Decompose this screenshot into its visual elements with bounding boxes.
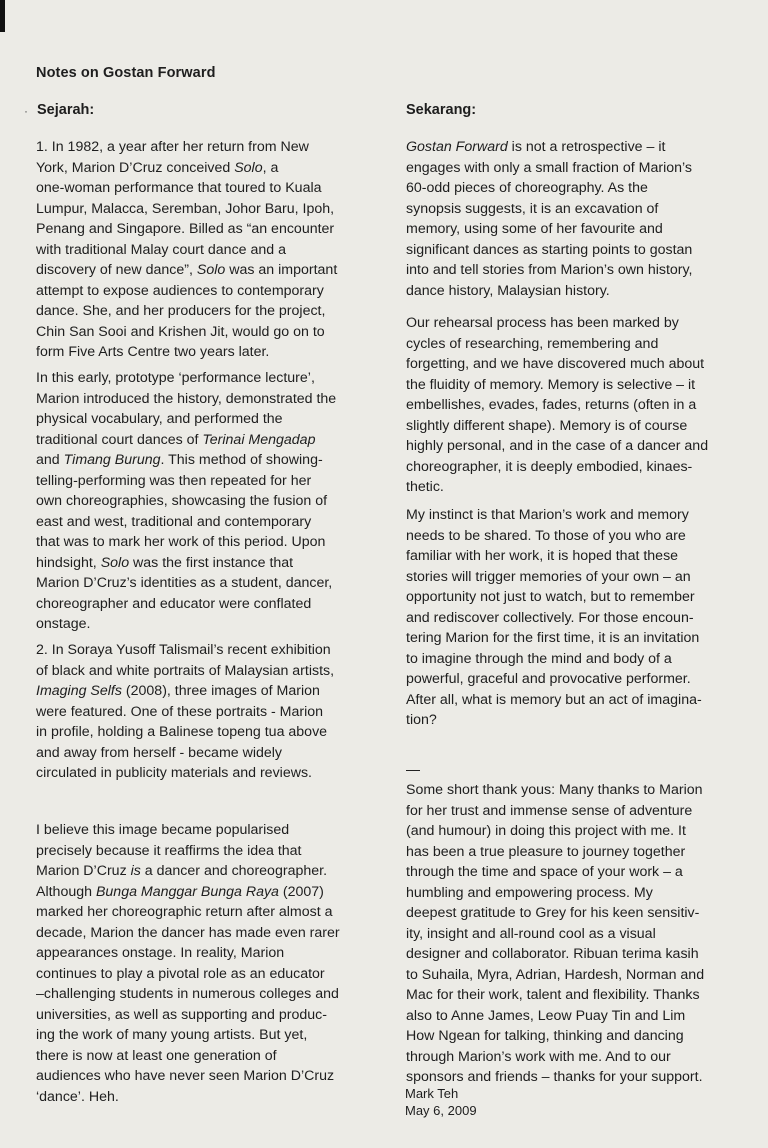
paragraph-line: and Timang Burung. This method of showing-: [36, 452, 323, 468]
paragraph-line: also to Anne James, Leow Puay Tin and Lim: [406, 1007, 686, 1024]
paragraph-line: Although Bunga Manggar Bunga Raya (2007): [36, 883, 324, 900]
paragraph-line: slightly different shape). Memory is of course: [406, 417, 688, 434]
paragraph-line: designer and collaborator. Ribuan terima kasih: [406, 946, 699, 962]
right-paragraph-2: [406, 313, 736, 498]
paragraph-line: Chin San Sooi and Krishen Jit, would go on to: [36, 323, 325, 340]
paragraph-line: highly personal, and in the case of a dancer and: [406, 438, 709, 454]
paragraph-line: memory, using some of her favourite and: [406, 221, 663, 237]
paragraph-line: In this early, prototype ‘performance lecture’,: [36, 370, 315, 386]
right-paragraph-3: [406, 505, 736, 731]
paragraph-line: for her trust and immense sense of adventure: [406, 802, 693, 819]
right-paragraph-4: [406, 780, 736, 1088]
paragraph-line: to Suhaila, Myra, Adrian, Hardesh, Norman and: [406, 966, 705, 983]
section-divider-dash: [406, 760, 736, 771]
left-paragraph-1: [36, 137, 368, 363]
paragraph-line: 1. In 1982, a year after her return from New: [36, 139, 309, 155]
paragraph-line: How Ngean for talking, thinking and dancing: [406, 1028, 684, 1044]
paragraph-line: Mac for their work, talent and flexibility. Thanks: [406, 987, 700, 1003]
paragraph-line: engages with only a small fraction of Marion’s: [406, 159, 692, 176]
paragraph-line: appearances onstage. In reality, Marion: [36, 945, 285, 961]
paragraph-line: onstage.: [36, 616, 91, 632]
paragraph-line: in profile, holding a Balinese topeng tua above: [36, 724, 328, 740]
paragraph-line: Some short thank yous: Many thanks to Marion: [406, 782, 703, 798]
paragraph-line: telling-performing was then repeated for her: [36, 472, 312, 489]
paragraph-line: dance. She, and her producers for the project,: [36, 303, 326, 319]
paragraph-line: thetic.: [406, 479, 444, 495]
left-column-heading: Sejarah:: [37, 102, 95, 118]
paragraph-line: My instinct is that Marion’s work and memory: [406, 507, 689, 523]
signature-date: May 6, 2009: [405, 1103, 477, 1118]
document-title: Notes on Gostan Forward: [36, 65, 216, 81]
paragraph-line: that was to mark her work of this period. Upon: [36, 534, 326, 550]
paragraph-line: circulated in publicity materials and reviews.: [36, 765, 312, 781]
paragraph-line: there is now at least one generation of: [36, 1047, 277, 1064]
paragraph-line: sponsors and friends – thanks for your support.: [406, 1069, 703, 1085]
paragraph-line: cycles of researching, remembering and: [406, 335, 659, 352]
paragraph-line: the fluidity of memory. Memory is selective – it: [406, 376, 696, 393]
paragraph-line: choreographer and educator were conflated: [36, 595, 312, 612]
scan-edge-mark: [0, 0, 5, 32]
paragraph-line: (and humour) in doing this project with me. It: [406, 823, 686, 839]
paragraph-line: were featured. One of these portraits - Marion: [36, 703, 324, 720]
left-paragraph-2: [36, 368, 368, 635]
paragraph-line: hindsight, Solo was the first instance that: [36, 554, 294, 571]
paragraph-line: physical vocabulary, and performed the: [36, 411, 283, 427]
paragraph-line: Imaging Selfs (2008), three images of Marion: [36, 683, 320, 699]
paragraph-line: familiar with her work, it is hoped that these: [406, 548, 679, 564]
paragraph-line: After all, what is memory but an act of imagina-: [406, 691, 702, 708]
left-paragraph-4: [36, 820, 368, 1107]
paragraph-line: York, Marion D’Cruz conceived Solo, a: [36, 159, 279, 176]
paragraph-line: into and tell stories from Marion’s own history,: [406, 262, 693, 278]
signature-name: Mark Teh: [405, 1086, 459, 1101]
paragraph-line: Our rehearsal process has been marked by: [406, 315, 679, 331]
paragraph-line: embellishes, evades, fades, returns (often in a: [406, 397, 697, 413]
paragraph-line: universities, as well as supporting and produc-: [36, 1006, 327, 1023]
paragraph-line: east and west, traditional and contemporary: [36, 513, 312, 530]
paragraph-line: Gostan Forward is not a retrospective – it: [406, 139, 666, 155]
paragraph-line: ing the work of many young artists. But yet,: [36, 1027, 308, 1043]
paragraph-line: attempt to expose audiences to contemporary: [36, 282, 324, 299]
paragraph-line: one-woman performance that toured to Kuala: [36, 180, 322, 196]
paragraph-line: Marion D’Cruz is a dancer and choreographer.: [36, 863, 328, 879]
paragraph-line: deepest gratitude to Grey for his keen sensitiv-: [406, 905, 700, 921]
paragraph-line: through the time and space of your work – a: [406, 864, 683, 880]
paragraph-line: 2. In Soraya Yusoff Talismail’s recent exhibition: [36, 642, 331, 658]
paragraph-line: I believe this image became popularised: [36, 822, 290, 838]
paragraph-line: audiences who have never seen Marion D’Cruz: [36, 1068, 335, 1084]
paragraph-line: stories will trigger memories of your own – an: [406, 568, 691, 585]
paragraph-line: needs to be shared. To those of you who are: [406, 527, 686, 544]
paragraph-line: dance history, Malaysian history.: [406, 282, 610, 299]
paragraph-line: Marion introduced the history, demonstrated the: [36, 390, 337, 407]
paragraph-line: of black and white portraits of Malaysian artists,: [36, 662, 335, 679]
paragraph-line: forgetting, and we have discovered much about: [406, 356, 705, 372]
paragraph-line: and rediscover collectively. For those encoun-: [406, 609, 694, 626]
paragraph-line: synopsis suggests, it is an excavation of: [406, 200, 659, 217]
paragraph-line: decade, Marion the dancer has made even rarer: [36, 924, 340, 941]
paragraph-line: tion?: [406, 712, 437, 728]
paragraph-line: Penang and Singapore. Billed as “an encounter: [36, 221, 335, 237]
right-paragraph-1: [406, 137, 736, 301]
scan-dot: ·: [24, 104, 28, 118]
paragraph-line: with traditional Malay court dance and a: [36, 241, 286, 258]
paragraph-line: humbling and empowering process. My: [406, 884, 653, 901]
paragraph-line: ity, insight and all-round cool as a visual: [406, 925, 656, 942]
right-column-heading: Sekarang:: [406, 102, 477, 118]
paragraph-line: opportunity not just to watch, but to remember: [406, 589, 695, 605]
paragraph-line: –challenging students in numerous colleges and: [36, 986, 339, 1002]
paragraph-line: through Marion’s work with me. And to our: [406, 1048, 671, 1065]
paragraph-line: powerful, graceful and provocative performer.: [406, 671, 691, 687]
paragraph-line: to imagine through the mind and body of a: [406, 650, 672, 667]
paragraph-line: choreographer, it is deeply embodied, kinaes-: [406, 458, 693, 475]
paragraph-line: traditional court dances of Terinai Mengadap: [36, 431, 316, 448]
paragraph-line: tering Marion for the first time, it is an invitation: [406, 630, 700, 646]
left-paragraph-3: [36, 640, 368, 784]
paragraph-line: ‘dance’. Heh.: [36, 1088, 119, 1105]
paragraph-line: Lumpur, Malacca, Seremban, Johor Baru, Ipoh,: [36, 200, 335, 217]
paragraph-line: own choreographies, showcasing the fusion of: [36, 493, 328, 509]
paragraph-line: 60-odd pieces of choreography. As the: [406, 180, 648, 196]
paragraph-line: precisely because it reaffirms the idea that: [36, 842, 302, 859]
paragraph-line: significant dances as starting points to gostan: [406, 241, 693, 258]
paragraph-line: and away from herself - became widely: [36, 744, 283, 761]
paragraph-line: continues to play a pivotal role as an educator: [36, 965, 325, 982]
paragraph-line: Marion D’Cruz’s identities as a student, dancer,: [36, 575, 333, 591]
paragraph-line: form Five Arts Centre two years later.: [36, 344, 270, 360]
paragraph-line: has been a true pleasure to journey together: [406, 843, 686, 860]
paragraph-line: marked her choreographic return after almost a: [36, 904, 333, 920]
signature-block: [405, 1085, 477, 1119]
paragraph-line: discovery of new dance”, Solo was an important: [36, 262, 338, 278]
